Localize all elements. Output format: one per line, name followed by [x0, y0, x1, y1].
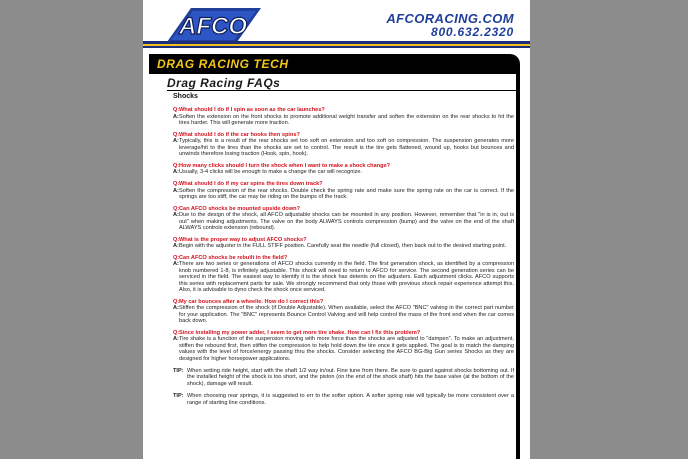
question-label: Q: [173, 329, 180, 336]
answer-text: Typically, this is a result of the rear shocks set too soft on extension and too soft on compression. The suspension generates more leverage/hit to the tires than the shocks are set to control. The result is the tire gets flattened, wound up, hooks but bounces and unwinds therefore losing traction (Hook, spin, hook). [179, 138, 514, 158]
site-url[interactable]: AFCORACING.COM [386, 11, 514, 26]
document-page [143, 0, 530, 459]
question-label: Q: [173, 132, 180, 139]
faq-item [173, 255, 514, 293]
question-label: Q: [173, 255, 180, 262]
faq-item [173, 299, 514, 325]
tip-text: When setting ride height, start with the shaft 1/2 way in/out. Fine tune from there. Be sure to guard against shocks bottoming out. If the installed height of the shock is too short, and the piston (on the end of the shock shaft) hits the base valve (at the bottom of the shock), damage will result. [187, 367, 514, 387]
question-text: What should I do if the car hooks then spins? [179, 132, 300, 139]
section-banner: DRAG RACING TECH [149, 54, 520, 74]
question-text: Can AFCO shocks be rebuilt in the field? [179, 255, 288, 262]
answer-label: A: [173, 113, 179, 120]
question-text: What should I do if my car spins the tires down track? [179, 181, 323, 188]
answer-text: There are two series or generations of AFCO shocks currently in the field. The first generation shock, as identified by a compression knob numbered 1-8, is infinitely adjustable. This shock will need to return to AFCO for service. The second generation series can be serviced in the field. The easiest way to identify it is the shock has detents on the adjusters. Each adjustment clicks. AFCO supports this series with replacement parts for sale. We strongly recommend that only those with previous shock repair experience attempt this. Also, it is advisable to dyno check the shock once serviced. [179, 261, 514, 294]
answer-text: Usually, 3-4 clicks will be enough to make a change the car will recognize. [179, 169, 363, 176]
faq-answer [173, 138, 514, 157]
question-label: Q: [173, 107, 180, 114]
afco-logo [161, 6, 261, 44]
question-label: Q: [173, 298, 180, 305]
question-label: Q: [173, 163, 180, 170]
section-heading: Shocks [173, 93, 198, 100]
title-divider [167, 90, 516, 91]
question-label: Q: [173, 181, 180, 188]
answer-label: A: [173, 212, 179, 219]
answer-text: Due to the design of the shock, all AFCO adjustable shocks can be mounted in any position. However, remember that "in is in, out is out" when making adjustments. The valve on the body ALWAYS controls compression (bump) and the valve on the end of the shaft ALWAYS controls extension (rebound). [179, 212, 514, 232]
question-text: My car bounces after a wheelie. How do I correct this? [179, 298, 324, 305]
faq-item [173, 206, 514, 232]
question-label: Q: [173, 205, 180, 212]
faq-content [173, 94, 514, 406]
tip-label: TIP: [173, 393, 184, 400]
faq-answer [173, 243, 514, 249]
faq-answer [173, 305, 514, 324]
tip-item [173, 368, 514, 387]
answer-label: A: [173, 305, 179, 312]
answer-text: Begin with the adjuster in the FULL STIFF position. Carefully seat the needle (full closed), then back out to the desired starting point. [179, 243, 507, 250]
faq-item [173, 107, 514, 126]
faq-list [173, 107, 514, 362]
answer-text: Soften the extension on the front shocks to promote additional weight transfer and soften the extension on the rear shocks to hit the tires harder. This will generate more traction. [179, 113, 514, 127]
phone-number: 800.632.2320 [430, 25, 514, 39]
question-text: Can AFCO shocks be mounted upside down? [179, 205, 300, 212]
faq-item [173, 181, 514, 200]
faq-item [173, 330, 514, 362]
faq-answer [173, 169, 514, 175]
answer-label: A: [173, 169, 179, 176]
answer-text: Tire shake is a function of the suspension moving with more force than the shocks are adjusted to "dampen". To make an adjustment, stiffen the rebound first, then stiffen the compression to help hold down the tire once it gets applied. The goal is to match the damping values with the level of force/energy passing thru the shocks. Consider selecting the AFCO BG-Big Gun series Shocks as they are designed for higher horsepower applications. [179, 336, 514, 362]
question-label: Q: [173, 236, 180, 243]
site-contact [386, 12, 514, 39]
logo-text: AFCO [179, 13, 247, 40]
faq-item [173, 237, 514, 250]
faq-item [173, 132, 514, 158]
answer-label: A: [173, 138, 179, 145]
faq-answer [173, 212, 514, 231]
answer-label: A: [173, 336, 179, 343]
faq-answer [173, 188, 514, 201]
question-text: Since installing my power adder, I seem to get more tire shake. How can I fix this problem? [179, 329, 421, 336]
answer-label: A: [173, 187, 179, 194]
banner-side-bar [516, 74, 520, 459]
question-text: What is the proper way to adjust AFCO shocks? [179, 236, 307, 243]
answer-text: Soften the compression of the rear shocks. Double check the spring rate and make sure the spring rate on the car is correct. If the springs are too stiff, the car may be riding on the bumps of the track. [179, 187, 514, 201]
question-text: What should I do if I spin as soon as the car launches? [179, 107, 325, 114]
faq-title: Drag Racing FAQs [167, 76, 281, 90]
answer-text: Stiffen the compression of the shock (if Double Adjustable). When available, select the AFCO "BNC" valving in the correct part number for your application. The "BNC" represents Bounce Control Valving and will help control the mass of the front end when the car comes back down. [179, 305, 514, 325]
answer-label: A: [173, 243, 179, 250]
tip-item [173, 393, 514, 406]
faq-answer [173, 261, 514, 293]
faq-answer [173, 114, 514, 127]
question-text: How many clicks should I turn the shock when I want to make a shock change? [179, 163, 391, 170]
tip-label: TIP: [173, 367, 184, 374]
tip-text: When choosing rear springs, it is suggested to err to the softer option. A softer spring rate will typically be more consistent over a range of starting line conditions. [187, 393, 514, 406]
answer-label: A: [173, 261, 179, 268]
faq-item [173, 163, 514, 176]
header-stripes [143, 41, 530, 50]
tip-list [173, 368, 514, 406]
faq-answer [173, 336, 514, 362]
